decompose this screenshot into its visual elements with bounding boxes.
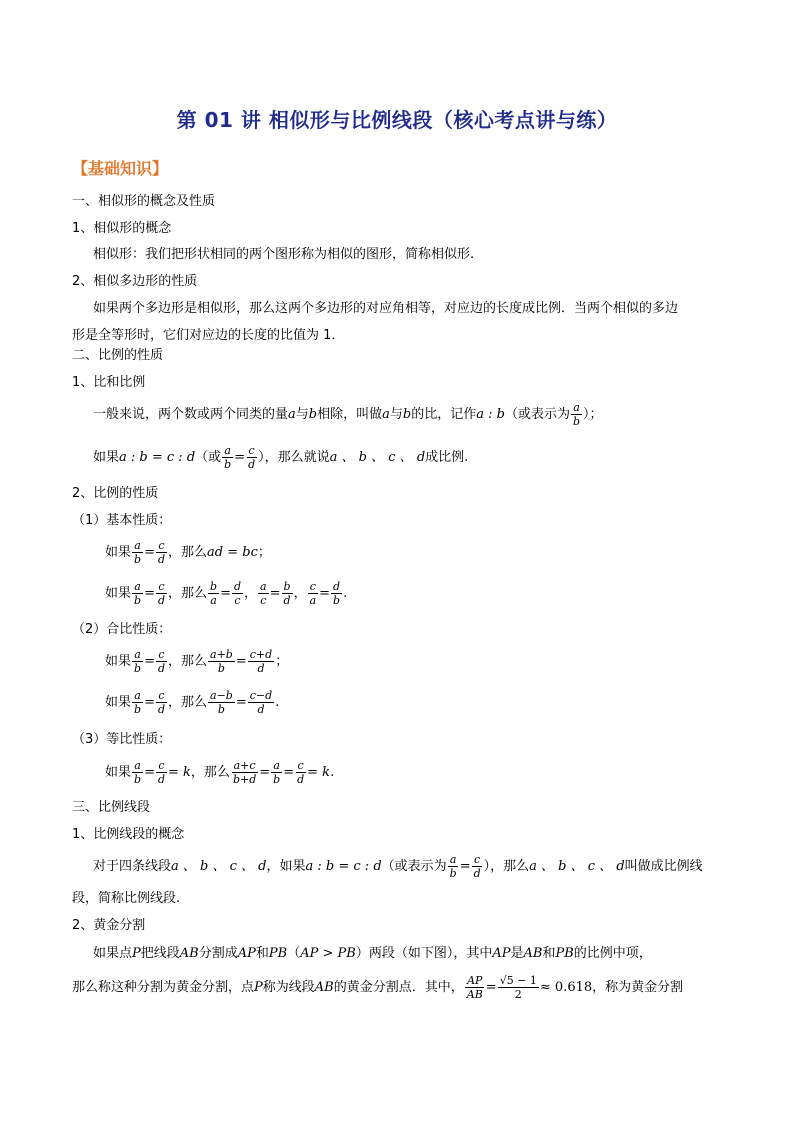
text: （或表示为 [381, 859, 447, 874]
approx-value: ≈ 0.618 [539, 980, 593, 995]
fraction [331, 580, 342, 607]
text: ，那么 [168, 545, 208, 560]
text: 是 [510, 946, 524, 961]
proportion-definition-line [93, 444, 468, 471]
text: . [343, 586, 348, 601]
section-1-sub-1: 1、相似形的概念 [72, 221, 172, 236]
fraction [258, 580, 269, 607]
denominator: AB [466, 988, 483, 1001]
numerator: a+c [233, 759, 256, 772]
math-proportion: a : b = c : d [305, 859, 382, 874]
fraction [156, 580, 167, 607]
math-ratio: a : b [476, 407, 505, 422]
numerator: c [297, 759, 304, 772]
math-AB: AB [523, 946, 543, 961]
text: （或表示为 [504, 407, 570, 422]
fraction [156, 539, 167, 566]
fraction [156, 648, 167, 675]
numerator: a [260, 580, 267, 593]
denominator: b [134, 553, 142, 566]
denominator: d [283, 594, 291, 607]
text: 如果点 [93, 946, 133, 961]
numerator: a−b [210, 689, 233, 702]
numerator: a+b [210, 648, 233, 661]
numerator: c [474, 853, 481, 866]
denominator: b [134, 662, 142, 675]
equals: = [144, 586, 155, 601]
equals: = [220, 586, 231, 601]
text: 称为线段 [262, 980, 315, 995]
equals: = [485, 980, 497, 995]
math-result: ad = bc [207, 545, 258, 560]
denominator: d [157, 662, 166, 675]
equals: = [144, 654, 155, 669]
fraction [132, 759, 143, 786]
numerator: c−d [249, 689, 273, 702]
numerator: c [158, 539, 165, 552]
text: ，如果 [266, 859, 306, 874]
text: ），那么 [483, 859, 530, 874]
denominator: b+d [232, 773, 257, 786]
text: 那么称这种分割为黄金分割，点 [72, 980, 255, 995]
text: 成比例. [425, 450, 469, 465]
section-1-para-2a: 如果两个多边形是相似形，那么这两个多边形的对应角相等，对应边的长度成比例．当两个相似的多边 [93, 301, 679, 316]
math-b: b [402, 407, 412, 422]
text: ）两段（如下图），其中 [355, 946, 493, 961]
math-list: a 、 b 、 c 、 d [171, 859, 267, 874]
page-title: 第 01 讲 相似形与比例线段（核心考点讲与练） [176, 108, 618, 132]
numerator: a [134, 580, 141, 593]
denominator: d [257, 662, 265, 675]
dengbi-property-line [105, 759, 334, 786]
equals: = [319, 586, 331, 601]
math-compare: AP > PB [300, 946, 356, 961]
fraction [246, 444, 257, 471]
equals: = [235, 695, 247, 710]
text: 分割成 [198, 946, 238, 961]
denominator: b [273, 773, 281, 786]
math-b: b [308, 407, 318, 422]
text: ）； [583, 407, 603, 422]
math-P: P [132, 946, 141, 961]
fraction [248, 648, 274, 675]
section-3-sub-2: 2、黄金分割 [72, 918, 146, 933]
section-1-para-2b: 形是全等形时，它们对应边的长度的比值为 1． [72, 328, 345, 343]
denominator: d [157, 553, 166, 566]
basic-property-line-2: 如果 $\frac{a}{b}$ = $\frac{c}{d}$ ，那么 $\frac{b}{a}$ = $\frac{d}{c}$ ， $\frac{a}{c}$ = $\frac{b}{d}$ ， $\frac{c}{a}$ = $\frac{d}{b}$ . [105, 580, 348, 607]
text: ，那么 [168, 695, 208, 710]
text: ，那么 [190, 765, 230, 780]
fraction [308, 580, 319, 607]
numerator: c [158, 648, 165, 661]
text: ，那么 [168, 654, 208, 669]
denominator: a [309, 594, 317, 607]
text: 一般来说，两个数或两个同类的量 [93, 407, 289, 422]
hebi-property-line-2 [105, 689, 279, 716]
fraction [465, 974, 485, 1001]
denominator: a [210, 594, 217, 607]
hebi-property-label: （2）合比性质： [72, 622, 172, 637]
basic-property-label: （1）基本性质： [72, 513, 172, 528]
math-a: a [288, 407, 296, 422]
section-1-sub-2: 2、相似多边形的性质 [72, 274, 198, 289]
equals: = [144, 765, 155, 780]
text: 如果 [105, 765, 132, 780]
math-AP: AP [492, 946, 511, 961]
ratio-definition-line [93, 401, 603, 428]
numerator: c [158, 580, 165, 593]
equals: = [234, 450, 246, 465]
hebi-property-line-1 [105, 648, 288, 675]
text: 的比例中项， [573, 946, 652, 961]
numerator: a [573, 401, 580, 414]
fraction [232, 580, 243, 607]
fraction [132, 580, 143, 607]
text: ； [275, 654, 289, 669]
text: 和 [542, 946, 556, 961]
fraction [132, 689, 143, 716]
text: . [275, 695, 280, 710]
text: 叫做成比例线 [624, 859, 703, 874]
math-PB: PB [555, 946, 574, 961]
section-2-heading: 二、比例的性质 [72, 348, 164, 363]
denominator: b [217, 703, 225, 716]
numerator: a [134, 689, 141, 702]
section-1-heading: 一、相似形的概念及性质 [72, 194, 216, 209]
numerator: a [134, 648, 141, 661]
math-AP: AP [237, 946, 256, 961]
denominator: d [157, 773, 166, 786]
section-2-sub-1: 1、比和比例 [72, 375, 146, 390]
numerator: c [248, 444, 255, 457]
numerator: a [134, 539, 141, 552]
equals: = [144, 695, 155, 710]
proportional-segments-line [93, 853, 703, 880]
fraction [448, 853, 459, 880]
equals: = [259, 765, 271, 780]
text: ； [257, 545, 271, 560]
basic-property-line-1 [105, 539, 271, 566]
equals: = [144, 545, 155, 560]
numerator: c [309, 580, 316, 593]
fraction [271, 759, 282, 786]
denominator: d [157, 703, 166, 716]
text: ，称为黄金分割 [592, 980, 684, 995]
fraction [132, 539, 143, 566]
text: 把线段 [140, 946, 180, 961]
text: . [330, 765, 335, 780]
numerator: b [210, 580, 218, 593]
numerator: √5 − 1 [499, 974, 537, 987]
section-2-sub-2: 2、比例的性质 [72, 486, 159, 501]
numerator: c+d [249, 648, 273, 661]
math-AB: AB [314, 980, 334, 995]
denominator: b [134, 773, 142, 786]
numerator: d [233, 580, 242, 593]
fraction [248, 689, 274, 716]
fraction [208, 648, 235, 675]
fraction [472, 853, 483, 880]
golden-ratio-line-1 [93, 944, 652, 964]
text: 与 [389, 407, 403, 422]
denominator: c [260, 594, 267, 607]
numerator: AP [467, 974, 483, 987]
fraction [498, 974, 539, 1001]
math-a: a [382, 407, 390, 422]
fraction [295, 759, 306, 786]
fraction [208, 580, 219, 607]
math-PB: PB [268, 946, 288, 961]
math-P: P [254, 980, 263, 995]
text: ，那么 [168, 586, 208, 601]
equals: = [269, 586, 281, 601]
fraction [208, 689, 235, 716]
denominator: d [157, 594, 166, 607]
numerator: d [333, 580, 341, 593]
math-k: = k [168, 765, 191, 780]
numerator: a [224, 444, 231, 457]
golden-ratio-line-2 [72, 974, 683, 1001]
basics-label: 【基础知识】 [72, 159, 169, 178]
text: 如果 [105, 654, 132, 669]
fraction [132, 648, 143, 675]
denominator: d [257, 703, 265, 716]
section-3-sub-1: 1、比例线段的概念 [72, 827, 185, 842]
text: （ [287, 946, 301, 961]
denominator: c [234, 594, 241, 607]
text: 与 [295, 407, 309, 422]
denominator: d [473, 867, 481, 880]
math-AB: AB [179, 946, 199, 961]
text: ），那么就说 [258, 450, 330, 465]
denominator: b [333, 594, 341, 607]
text: 如果 [93, 450, 120, 465]
text: 和 [255, 946, 269, 961]
math-proportion: a : b = c : d [119, 450, 196, 465]
fraction [156, 689, 167, 716]
fraction [222, 444, 233, 471]
dengbi-property-label: （3）等比性质： [72, 732, 172, 747]
denominator: 2 [514, 988, 522, 1001]
proportional-segments-line-2: 段，简称比例线段. [72, 891, 181, 906]
equals: = [235, 654, 247, 669]
denominator: d [248, 458, 256, 471]
text: 的比，记作 [411, 407, 477, 422]
text: 对于四条线段 [93, 859, 172, 874]
denominator: b [449, 867, 457, 880]
text: 如果 [105, 545, 132, 560]
fraction [231, 759, 258, 786]
fraction [571, 401, 582, 428]
denominator: b [134, 703, 142, 716]
fraction [282, 580, 293, 607]
section-1-para-1: 相似形：我们把形状相同的两个图形称为相似的图形，简称相似形. [93, 247, 475, 262]
text: （或 [195, 450, 222, 465]
math-list: a 、 b 、 c 、 d [329, 450, 426, 465]
text: 如果 [105, 586, 132, 601]
denominator: b [573, 415, 581, 428]
section-3-heading: 三、比例线段 [72, 800, 151, 815]
text: 相除，叫做 [317, 407, 383, 422]
numerator: b [283, 580, 291, 593]
numerator: a [134, 759, 141, 772]
numerator: c [158, 759, 165, 772]
math-k: = k [307, 765, 331, 780]
text: 的黄金分割点．其中， [333, 980, 464, 995]
numerator: c [158, 689, 165, 702]
fraction [156, 759, 167, 786]
denominator: d [297, 773, 305, 786]
denominator: b [224, 458, 232, 471]
equals: = [283, 765, 295, 780]
denominator: b [134, 594, 142, 607]
numerator: a [273, 759, 280, 772]
numerator: a [449, 853, 457, 866]
denominator: b [217, 662, 225, 675]
math-list: a 、 b 、 c 、 d [529, 859, 625, 874]
text: 如果 [105, 695, 132, 710]
equals: = [459, 859, 471, 874]
